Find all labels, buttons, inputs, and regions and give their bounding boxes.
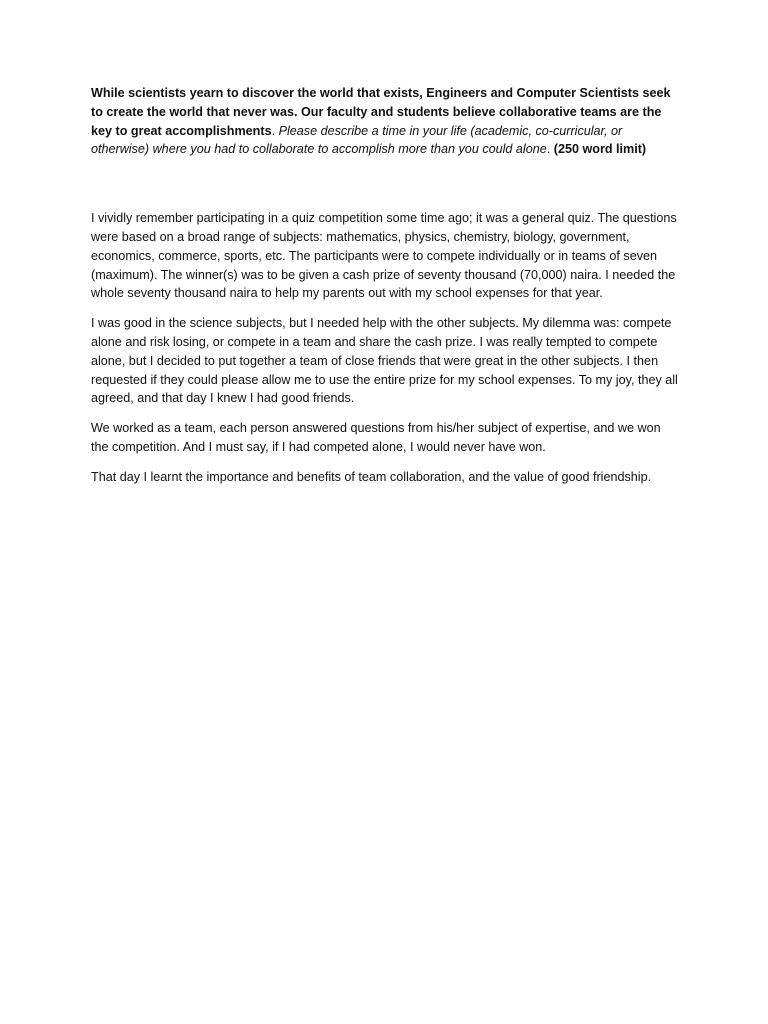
essay-paragraph-1: I vividly remember participating in a quiz competition some time ago; it was a general quiz. The questions were based on a broad range of subjects: mathematics, physics, chemistry, biology, government, economics, commerce, sports, etc. The participants were to compete individually or in teams of seven (maximum). The winner(s) was to be given a cash prize of seventy thousand (70,000) naira. I needed the whole seventy thousand naira to help my parents out with my school expenses for that year. (91, 211, 677, 301)
word-limit: (250 word limit) (553, 142, 647, 157)
prompt-bold-text: While scientists yearn to discover the world that exists, Engineers and Computer Scientists seek to create the world that never was. Our faculty and students believe collaborative teams are the key to great accomplishments (91, 86, 671, 138)
prompt-italic-text: Please describe a time in your life (academic, co-curricular, or otherwise) where you had to collaborate to accomplish more than you could alone (91, 123, 623, 157)
prompt-separator: . (271, 123, 279, 138)
essay-paragraph-3: We worked as a team, each person answered questions from his/her subject of expertise, and we won the competition. And I must say, if I had competed alone, I would never have won. (91, 421, 661, 454)
prompt-separator-2: . (546, 142, 554, 157)
essay-prompt (91, 84, 679, 159)
essay-paragraph-2: I was good in the science subjects, but I needed help with the other subjects. My dilemma was: compete alone and risk losing, or compete in a team and share the cash prize. I was really tempted to compete alone, but I decided to put together a team of close friends that were great in the other subjects. I then requested if they could please allow me to use the entire prize for my school expenses. To my joy, they all agreed, and that day I knew I had good friends. (91, 316, 678, 406)
document-body (91, 84, 679, 498)
essay-paragraph-4: That day I learnt the importance and benefits of team collaboration, and the value of good friendship. (91, 469, 652, 484)
essay-response (91, 209, 679, 486)
